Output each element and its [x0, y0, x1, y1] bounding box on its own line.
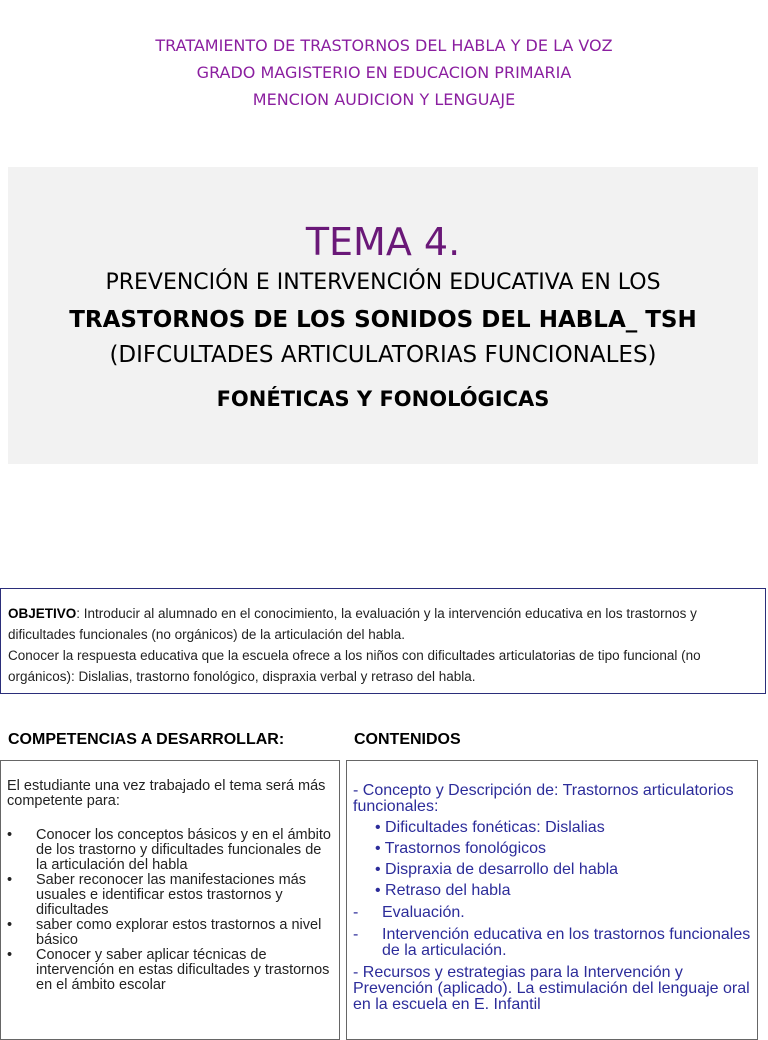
objetivo-text-1: : Introducir al alumnado en el conocimiento, la evaluación y la intervención educativa en los trastornos y dificultades funcionales (no orgánicos) de la articulación del habla.	[8, 606, 697, 642]
list-item: • Trastornos fonológicos	[375, 840, 547, 857]
contenidos-recursos: - Recursos y estrategias para la Intervención y Prevención (aplicado). La estimulación del lenguaje oral en la escuela en E. Infantil	[353, 964, 750, 1013]
contenidos-box	[346, 760, 758, 1040]
list-item: • saber como explorar estos trastornos a nivel básico	[7, 917, 322, 948]
list-item: • Conocer los conceptos básicos y en el ámbito de los trastorno y dificultades funcionales de la articulación del habla	[7, 827, 331, 873]
list-item: • Conocer y saber aplicar técnicas de intervención en estas dificultades y trastornos en el ámbito escolar	[7, 947, 330, 993]
bullet-icon: •	[7, 917, 13, 933]
list-item: - Evaluación.	[353, 904, 465, 921]
competencias-intro: El estudiante una vez trabajado el tema será más competente para:	[7, 778, 326, 809]
competencias-heading: COMPETENCIAS A DESARROLLAR:	[8, 731, 285, 748]
objetivo-text-2: Conocer la respuesta educativa que la escuela ofrece a los niños con dificultades articulatorias de tipo funcional (no orgánicos): Dislalias, trastorno fonológico, dispraxia verbal y retraso del habla.	[8, 648, 701, 684]
title-line-1: PREVENCIÓN E INTERVENCIÓN EDUCATIVA EN LOS	[105, 270, 661, 295]
competencias-box	[0, 760, 340, 1040]
list-item: • Retraso del habla	[375, 882, 511, 899]
title-box	[8, 167, 758, 464]
list-item: • Dispraxia de desarrollo del habla	[375, 861, 619, 878]
bullet-icon: •	[7, 872, 13, 888]
list-item: • Saber reconocer las manifestaciones más usuales e identificar estos trastornos y dificultades	[7, 872, 306, 918]
header-course-title: TRATAMIENTO DE TRASTORNOS DEL HABLA Y DE LA VOZ	[155, 36, 613, 55]
header-mention: MENCION AUDICION Y LENGUAJE	[252, 90, 516, 109]
objetivo-box	[0, 588, 766, 694]
bullet-icon: •	[7, 947, 13, 963]
bullet-icon: •	[7, 827, 13, 843]
contenidos-intro: - Concepto y Descripción de: Trastornos articulatorios funcionales:	[353, 782, 734, 815]
list-item: - Intervención educativa en los trastornos funcionales de la articulación.	[353, 926, 751, 959]
header-degree: GRADO MAGISTERIO EN EDUCACION PRIMARIA	[196, 63, 572, 82]
tema-title: TEMA 4.	[305, 220, 461, 264]
document-header	[0, 32, 768, 113]
competencias-list	[7, 828, 333, 993]
title-line-2: TRASTORNOS DE LOS SONIDOS DEL HABLA_ TSH	[69, 307, 697, 333]
contenidos-heading: CONTENIDOS	[354, 731, 461, 748]
objetivo-label: OBJETIVO	[8, 606, 77, 621]
title-line-3: (DIFCULTADES ARTICULATORIAS FUNCIONALES)	[109, 342, 657, 368]
title-line-4: FONÉTICAS Y FONOLÓGICAS	[216, 387, 550, 411]
list-item: • Dificultades fonéticas: Dislalias	[375, 819, 605, 836]
